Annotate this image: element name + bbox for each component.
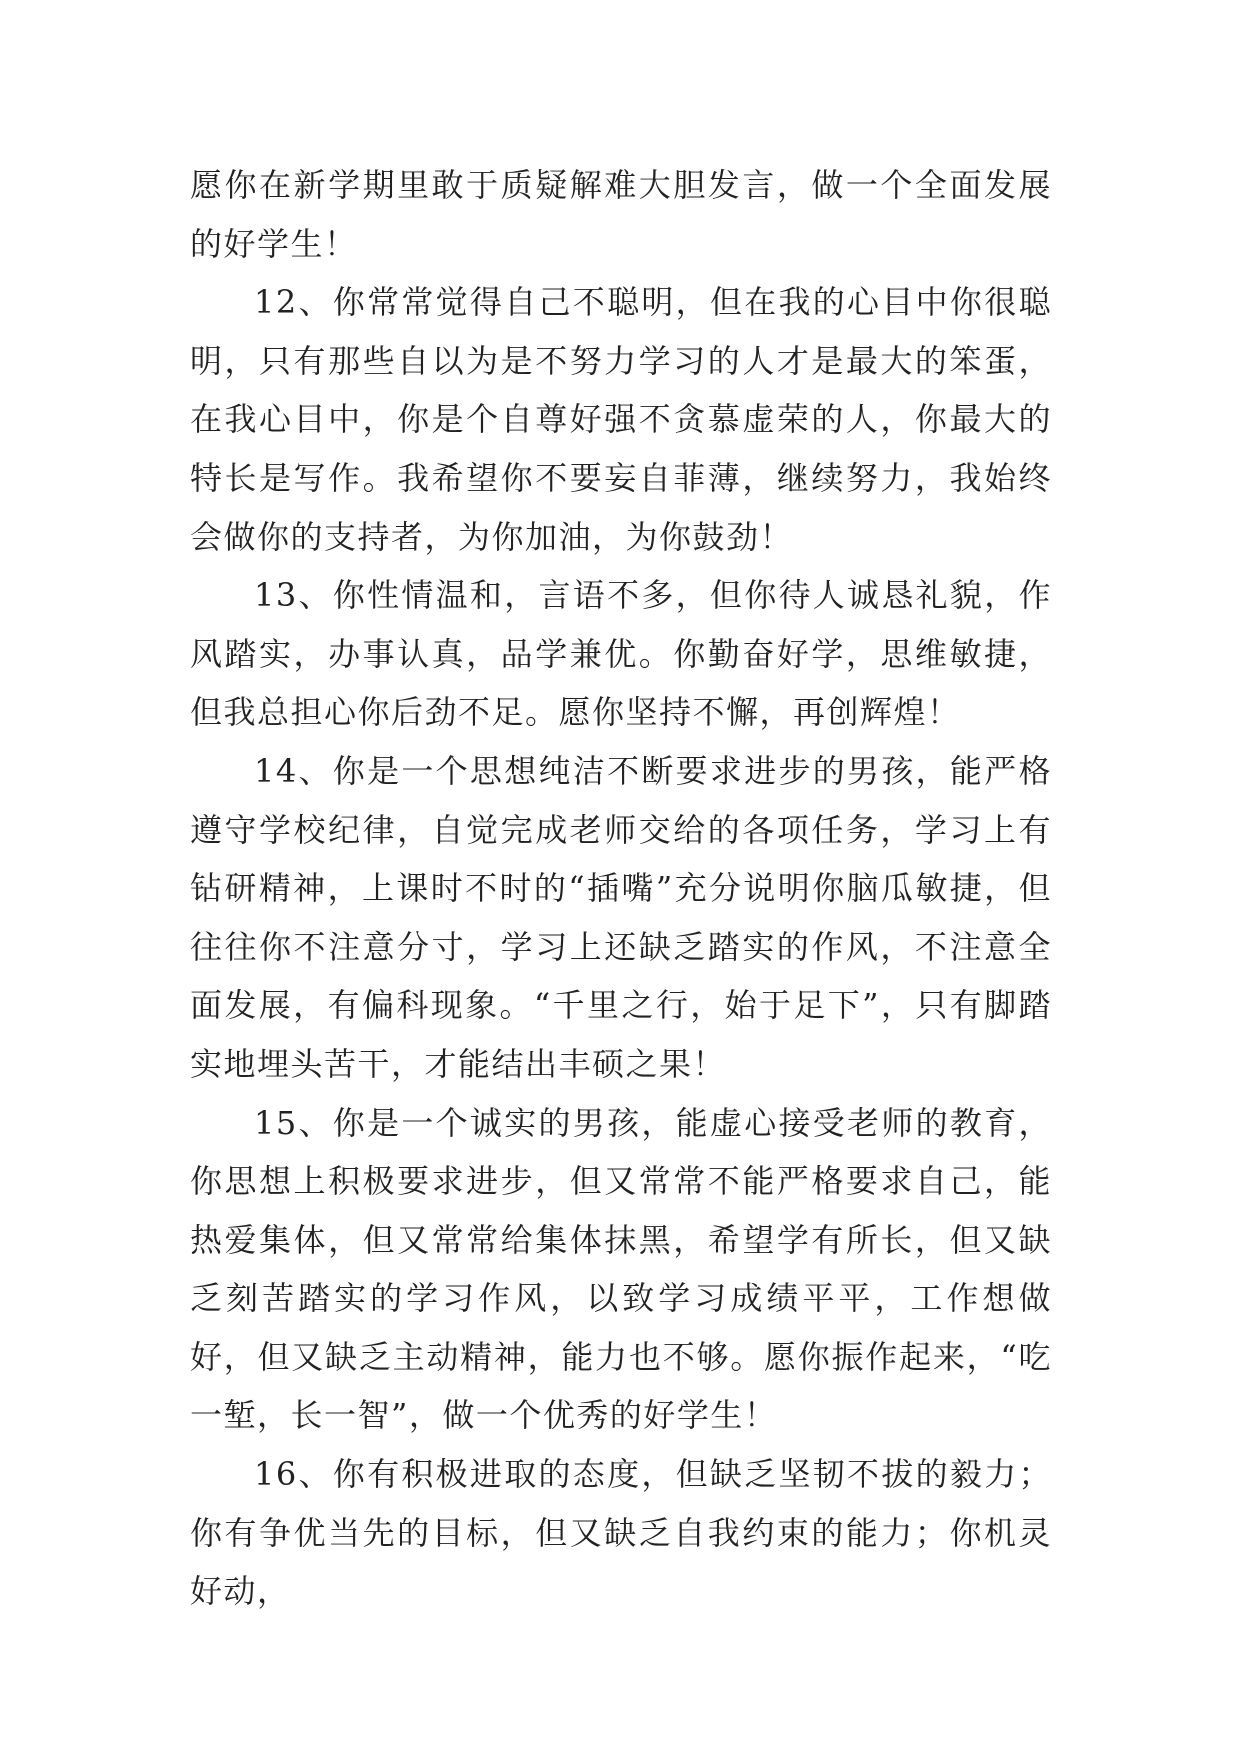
paragraph-comment-13: 13、你性情温和，言语不多，但你待人诚恳礼貌，作风踏实，办事认真，品学兼优。你勤奋好学，思维敏捷，但我总担心你后劲不足。愿你坚持不懈，再创辉煌！ bbox=[190, 576, 1052, 732]
paragraph-comment-16: 16、你有积极进取的态度，但缺乏坚韧不拔的毅力；你有争优当先的目标，但又缺乏自我约束的能力；你机灵好动， bbox=[190, 1455, 1052, 1611]
paragraph-comment-14: 14、你是一个思想纯洁不断要求进步的男孩，能严格遵守学校纪律，自觉完成老师交给的各项任务，学习上有钻研精神，上课时不时的“插嘴”充分说明你脑瓜敏捷，但往往你不注意分寸，学习上还缺乏踏实的作风，不注意全面发展，有偏科现象。“千里之行，始于足下”，只有脚踏实地埋头苦干，才能结出丰硕之果！ bbox=[190, 751, 1052, 1083]
paragraph-comment-12: 12、你常常觉得自己不聪明，但在我的心目中你很聪明，只有那些自以为是不努力学习的人才是最大的笨蛋，在我心目中，你是个自尊好强不贪慕虚荣的人，你最大的特长是写作。我希望你不要妄自菲薄，继续努力，我始终会做你的支持者，为你加油，为你鼓劲！ bbox=[190, 283, 1052, 556]
paragraph-continuation: 愿你在新学期里敢于质疑解难大胆发言，做一个全面发展的好学生！ bbox=[190, 166, 1052, 263]
document-body bbox=[190, 156, 1052, 1621]
paragraph-comment-15: 15、你是一个诚实的男孩，能虚心接受老师的教育，你思想上积极要求进步，但又常常不能严格要求自己，能热爱集体，但又常常给集体抹黑，希望学有所长，但又缺乏刻苦踏实的学习作风，以致学习成绩平平，工作想做好，但又缺乏主动精神，能力也不够。愿你振作起来，“吃一堑，长一智”，做一个优秀的好学生！ bbox=[190, 1103, 1052, 1435]
